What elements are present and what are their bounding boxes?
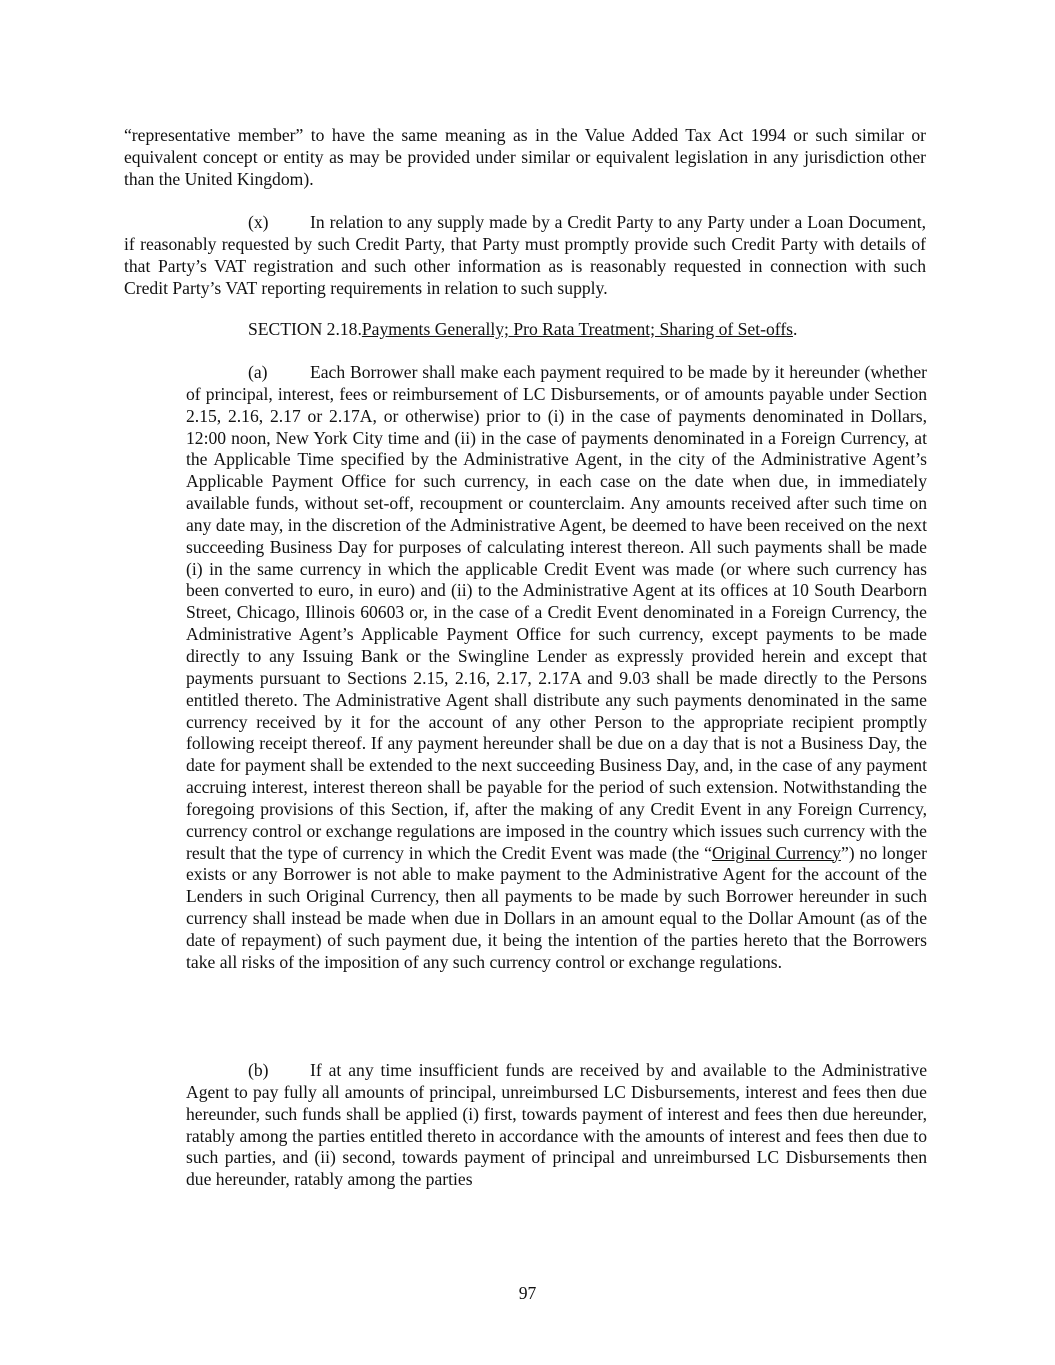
defined-term-original-currency: Original Currency [711,842,841,863]
section-number: SECTION 2.18. [248,319,362,339]
page-number: 97 [518,1283,537,1303]
clause-x-label: (x) [248,212,269,232]
clause-b-text: If at any time insufficient funds are received by and available to the Administrative Agent to pay fully all amounts of principal, unreimbursed LC Disbursements, interest and fees then due hereunder, such funds shall be applied (i) first, towards payment of interest and fees then due hereunder, ratably among the parties entitled thereto in accordance with the amounts of interest and fees then due to such parties, and (ii) second, towards payment of principal and unreimbursed LC Disbursements then due hereunder, ratably among the parties [186,1060,927,1190]
section-heading [248,319,797,341]
clause-a-text-part2: ”) no longer exists or any Borrower is not able to make payment to the Administrative Agent for the account of the Lenders in such Original Currency, then all payments to be made by such Borrower hereunder in such currency shall instead be made when due in Dollars in an amount equal to the Dollar Amount (as of the date of repayment) of such payment due, it being the intention of the parties hereto that the Borrowers take all risks of the imposition of any such currency control or exchange regulations. [186,842,927,972]
clause-a-paragraph [186,362,927,974]
intro-paragraph-text: “representative member” to have the same meaning as in the Value Added Tax Act 1994 or such similar or equivalent concept or entity as may be provided under similar or equivalent legislation in any jurisdiction other than the United Kingdom). [124,125,926,189]
clause-a-label: (a) [248,362,268,382]
clause-x-paragraph [124,212,926,299]
intro-paragraph [124,125,926,191]
clause-b-paragraph [186,1060,927,1191]
section-title-suffix: . [793,319,798,339]
clause-b-label: (b) [248,1060,269,1080]
clause-x-text: In relation to any supply made by a Credit Party to any Party under a Loan Document, if reasonably requested by such Credit Party, that Party must promptly provide such Credit Party with details of that Party’s VAT registration and such other information as is reasonably requested in connection with such Credit Party’s VAT reporting requirements in relation to such supply. [124,212,926,298]
section-title: Payments Generally; Pro Rata Treatment; Sharing of Set-offs [361,319,794,339]
clause-a-text-part1: Each Borrower shall make each payment required to be made by it hereunder (whether of principal, interest, fees or reimbursement of LC Disbursements, or of amounts payable under Section 2.15, 2.16, 2.17 or 2.17A, or otherwise) prior to (i) in the case of payments denominated in Dollars, 12:00 noon, New York City time and (ii) in the case of payments denominated in a Foreign Currency, at the Applicable Time specified by the Administrative Agent, in the city of the Administrative Agent’s Applicable Payment Office for such currency, in each case on the date when due, in immediately available funds, without set-off, recoupment or counterclaim. Any amounts received after such time on any date may, in the discretion of the Administrative Agent, be deemed to have been received on the next succeeding Business Day for purposes of calculating interest thereon. All such payments shall be made (i) in the same currency in which the applicable Credit Event was made (or where such currency has been converted to euro, in euro) and (ii) to the Administrative Agent at its offices at 10 South Dearborn Street, Chicago, Illinois 60603 or, in the case of a Credit Event denominated in a Foreign Currency, the Administrative Agent’s Applicable Payment Office for such currency, except payments to be made directly to any Issuing Bank or the Swingline Lender as expressly provided herein and except that payments pursuant to Sections 2.15, 2.16, 2.17, 2.17A and 9.03 shall be made directly to the Persons entitled thereto. The Administrative Agent shall distribute any such payments denominated in the same currency received by it for the account of any other Person to the appropriate recipient promptly following receipt thereof. If any payment hereunder shall be due on a day that is not a Business Day, the date for payment shall be extended to the next succeeding Business Day, and, in the case of any payment accruing interest, interest thereon shall be payable for the period of such extension. Notwithstanding the foregoing provisions of this Section, if, after the making of any Credit Event in any Foreign Currency, currency control or exchange regulations are imposed in the country which issues such currency with the result that the type of currency in which the Credit Event was made (the “ [186,362,927,863]
